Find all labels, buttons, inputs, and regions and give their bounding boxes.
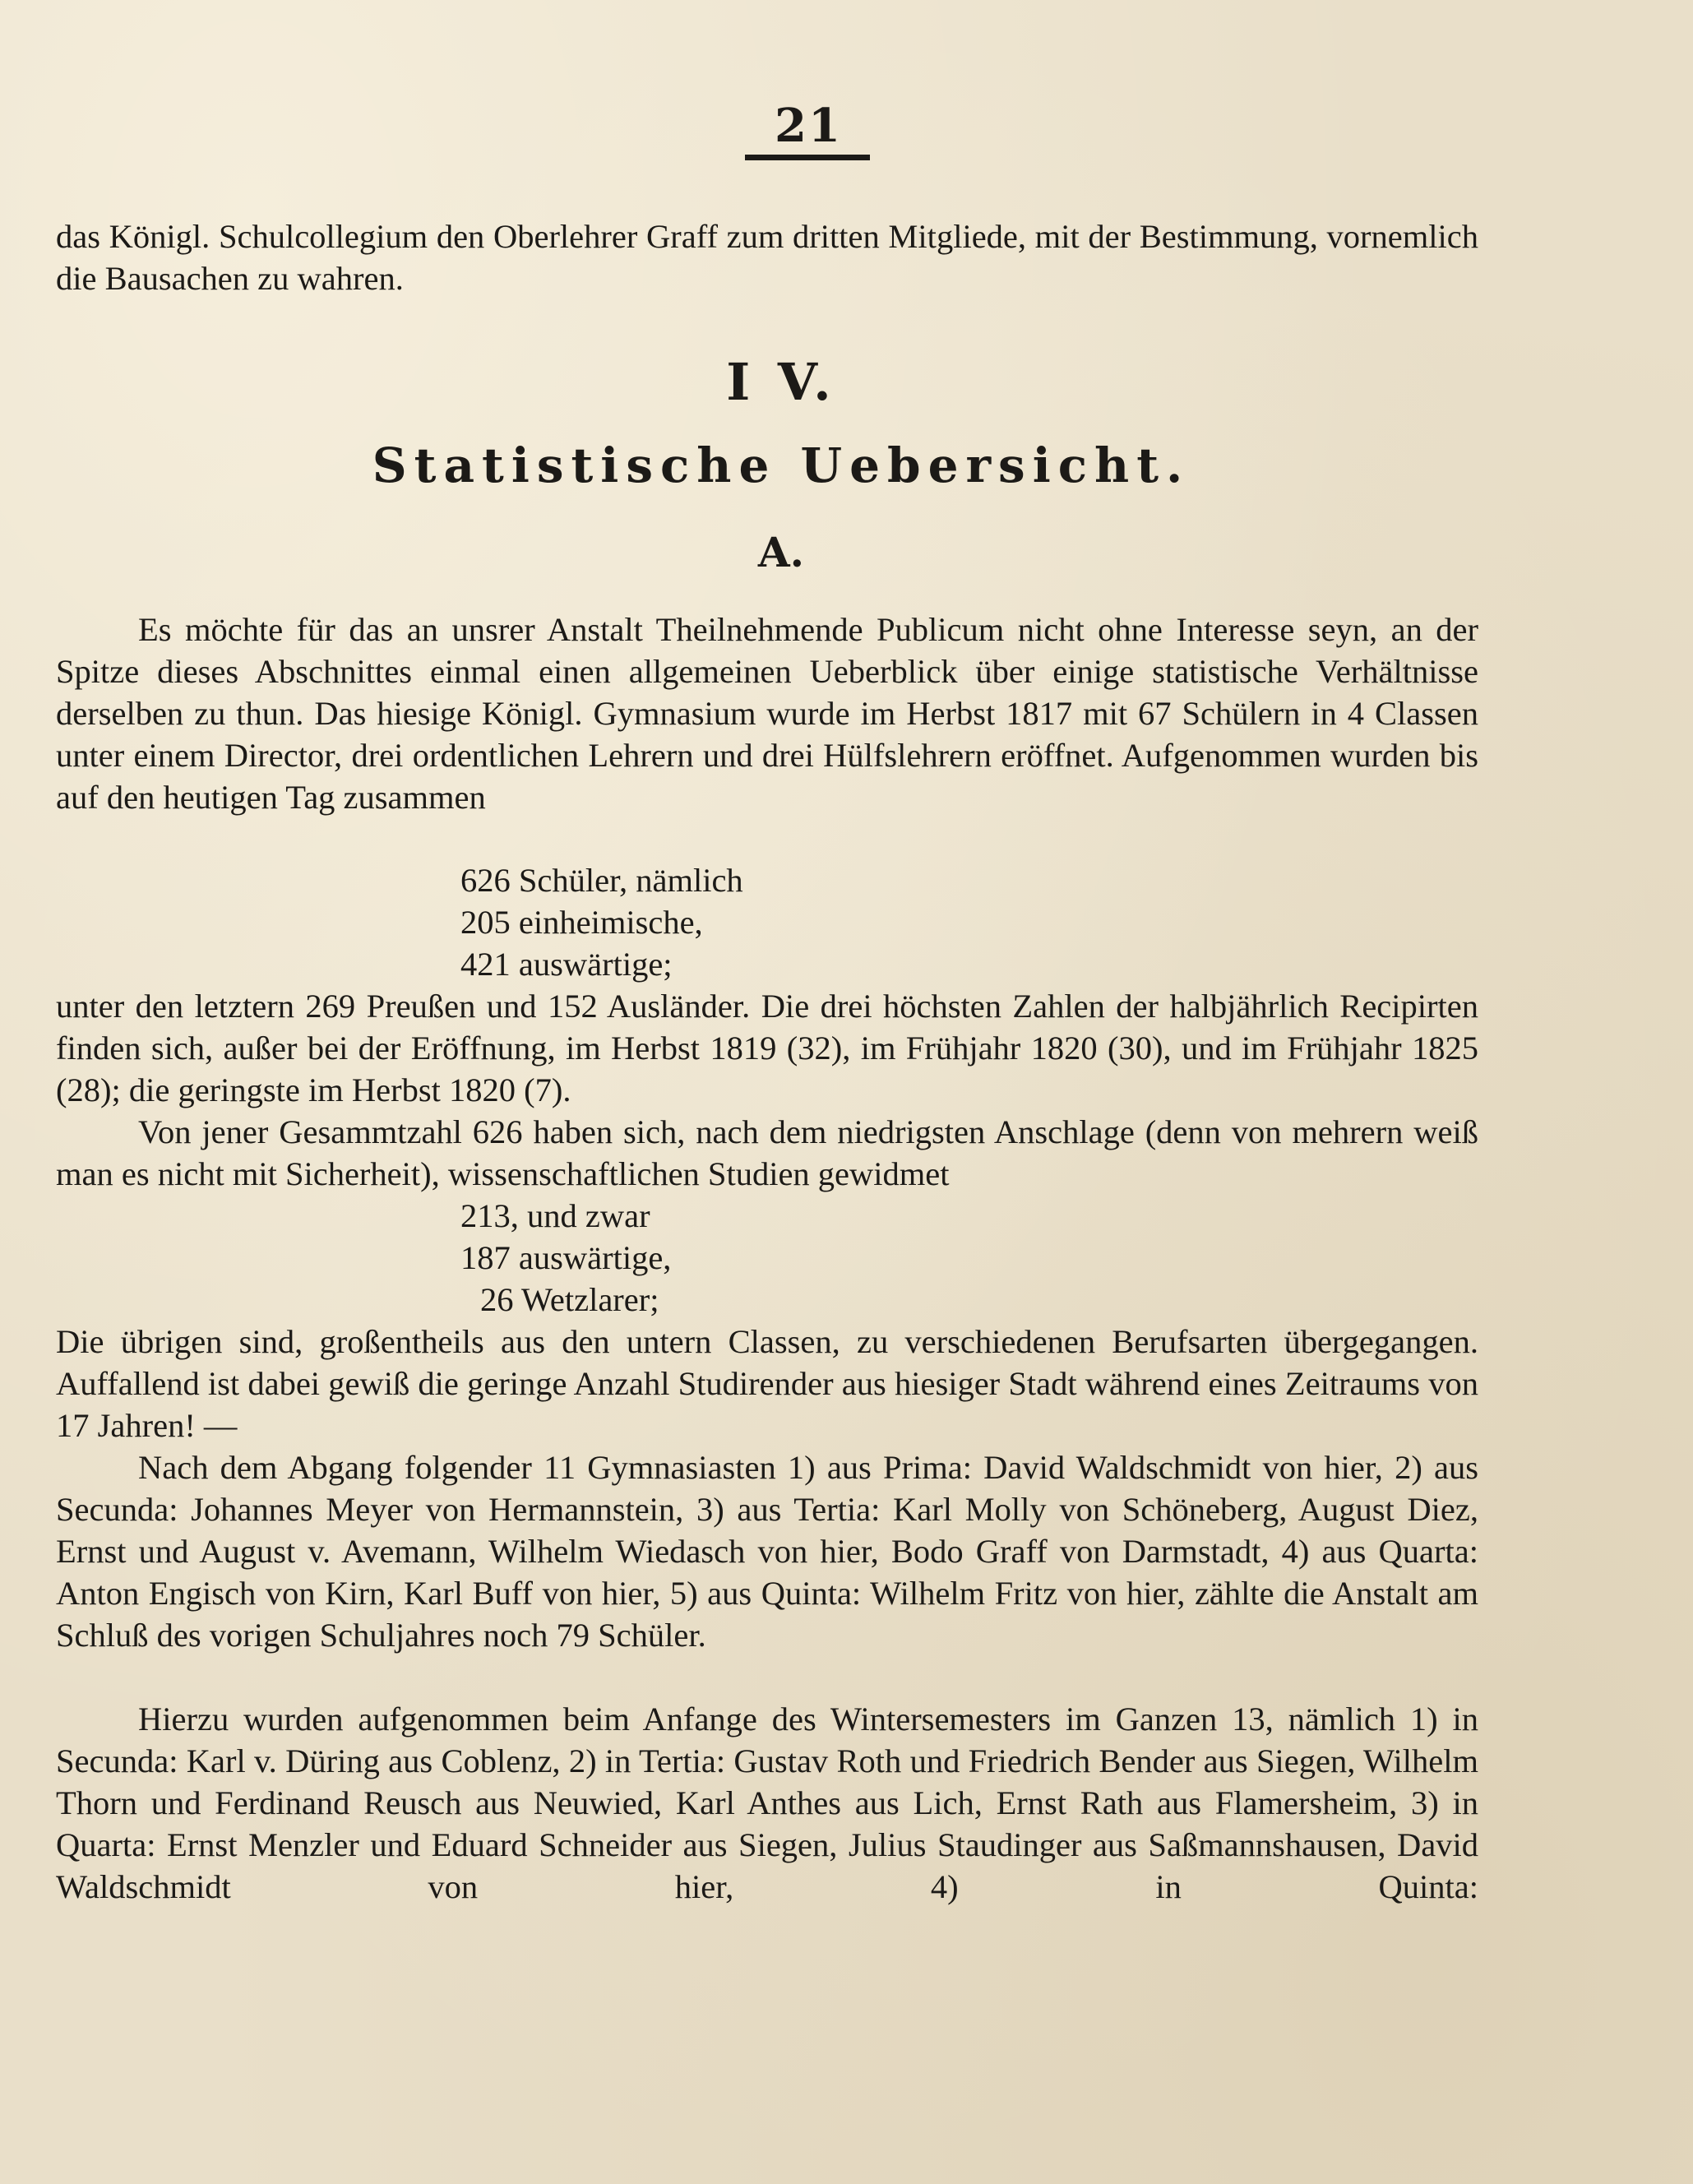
list1-item: 626 Schüler, nämlich: [460, 862, 743, 899]
page-number-rule: [745, 155, 870, 160]
page-content: [56, 90, 1478, 2130]
paragraph-5: Nach dem Abgang folgender 11 Gymnasiasten 1) aus Prima: David Waldschmidt von hier, 2) aus Secunda: Johannes Meyer von Hermannstein, 3) aus Tertia: Karl Molly von Schöneberg, August Diez, Ernst und August v. Avemann, Wilhelm Wiedasch von hier, Bodo Graff von Darmstadt, 4) aus Quarta: Anton Engisch von Kirn, Karl Buff von hier, 5) aus Quinta: Wilhelm Fritz von hier, zählte die Anstalt am Schluß des vorigen Schuljahres noch 79 Schüler.: [56, 1449, 1478, 1654]
list1-item: 205 einheimische,: [460, 904, 703, 941]
list2-item: 213, und zwar: [460, 1197, 650, 1234]
paragraph-4: Die übrigen sind, großentheils aus den untern Classen, zu verschiedenen Berufsarten übergegangen. Auffallend ist dabei gewiß die geringe Anzahl Studirender aus hiesiger Stadt während eines Zeitraums von 17 Jahren! —: [56, 1323, 1478, 1444]
page-number: 21: [775, 99, 842, 153]
list1-item: 421 auswärtige;: [460, 946, 673, 983]
section-title: Statistische Uebersicht.: [372, 437, 1191, 493]
subsection-heading: A.: [757, 528, 805, 576]
list2-item: 26 Wetzlarer;: [480, 1281, 659, 1318]
paragraph-1: Es möchte für das an unsrer Anstalt Theilnehmende Publicum nicht ohne Interesse seyn, an der Spitze dieses Abschnittes einmal einen allgemeinen Ueberblick über einige statistische Verhältnisse derselben zu thun. Das hiesige Königl. Gymnasium wurde im Herbst 1817 mit 67 Schülern in 4 Classen unter einem Director, drei ordentlichen Lehrern und drei Hülfslehrern eröffnet. Aufgenommen wurden bis auf den heutigen Tag zusammen: [56, 611, 1478, 816]
continuation-paragraph: das Königl. Schulcollegium den Oberlehrer Graff zum dritten Mitgliede, mit der Bestimmung, vornemlich die Bausachen zu wahren.: [56, 218, 1478, 297]
paragraph-3: Von jener Gesammtzahl 626 haben sich, nach dem niedrigsten Anschlage (denn von mehrern weiß man es nicht mit Sicherheit), wissenschaftlichen Studien gewidmet: [56, 1113, 1478, 1192]
list2-item: 187 auswärtige,: [460, 1239, 672, 1276]
section-numeral: I V.: [726, 352, 836, 412]
paragraph-6: Hierzu wurden aufgenommen beim Anfange des Wintersemesters im Ganzen 13, nämlich 1) in Secunda: Karl v. Düring aus Coblenz, 2) in Tertia: Gustav Roth und Friedrich Bender aus Siegen, Wilhelm Thorn und Ferdinand Reusch aus Neuwied, Karl Anthes aus Lich, Ernst Rath aus Flamersheim, 3) in Quarta: Ernst Menzler und Eduard Schneider aus Siegen, Julius Staudinger aus Saßmannshausen, David Waldschmidt von hier, 4) in Quinta:: [56, 1700, 1478, 1905]
paragraph-2: unter den letztern 269 Preußen und 152 Ausländer. Die drei höchsten Zahlen der halbjährlich Recipirten finden sich, außer bei der Eröffnung, im Herbst 1819 (32), im Frühjahr 1820 (30), und im Frühjahr 1825 (28); die geringste im Herbst 1820 (7).: [56, 988, 1478, 1108]
